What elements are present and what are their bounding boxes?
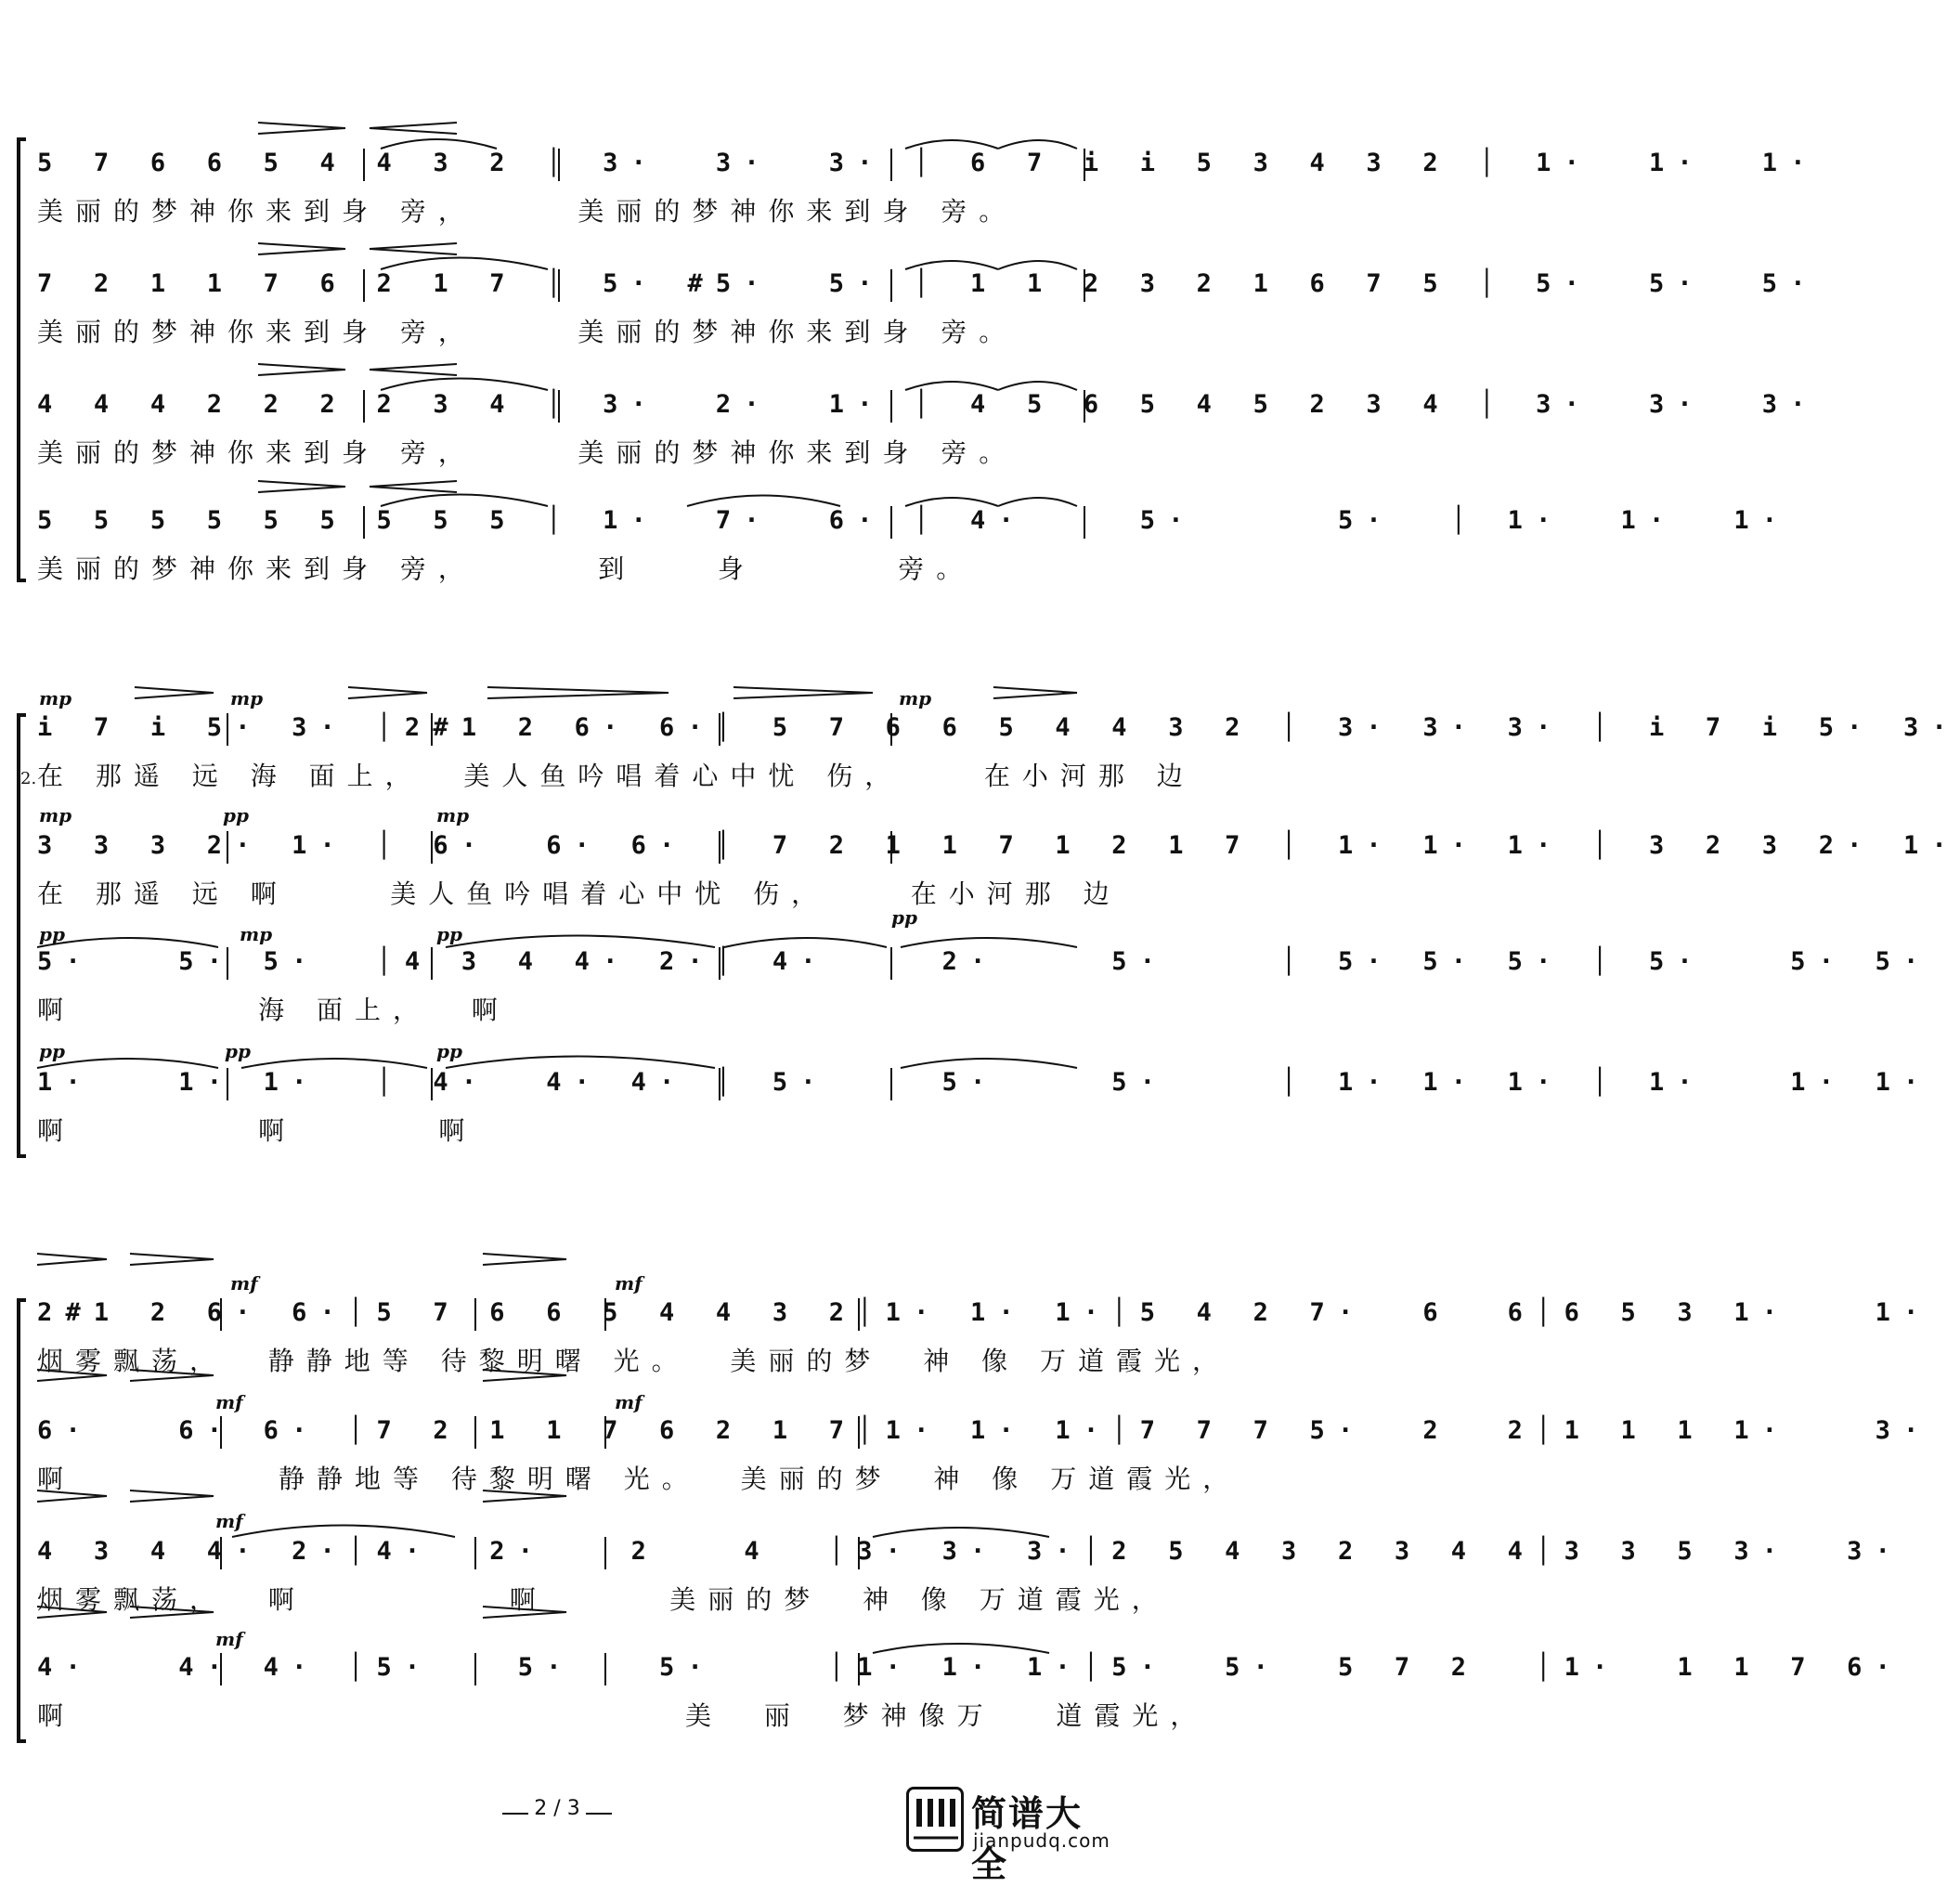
piano-icon xyxy=(906,1787,964,1852)
logo-url: jianpudq.com xyxy=(973,1829,1110,1852)
system-bracket xyxy=(19,139,26,1741)
dynamic-mark: mp xyxy=(899,687,932,709)
lyric-line: 美丽的梦神你来到身 旁， 美丽的梦神你来到身 旁。 xyxy=(37,317,1018,347)
notation-line: 4· 4· 4· │5· 5· 5· │1· 1· 1·│5· 5· 5 7 2 │1· 1 1 7 6· xyxy=(37,1653,1904,1682)
notation-line: 5 7 6 6 5 4 4 3 2 │ 3· 3· 3· │ 6 7 i i 5 3 4 3 2 │ 1· 1· 1· xyxy=(37,149,1819,177)
notation-line: 5 5 5 5 5 5 5 5 5 │ 1· 7· 6· │ 4· 5· 5· │ 1· 1· 1· xyxy=(37,506,1791,535)
dynamic-mark: mp xyxy=(39,804,72,826)
notation-line: 7 2 1 1 7 6 2 1 7 │ 5· #5· 5· │ 1 1 2 3 2 1 6 7 5 │ 5· 5· 5· xyxy=(37,269,1819,298)
lyric-line: 啊 美 丽 梦神像万 道霞光， xyxy=(37,1700,1209,1731)
notation-line: 4 4 4 2 2 2 2 3 4 │ 3· 2· 1· │ 4 5 6 5 4 5 2 3 4 │ 3· 3· 3· xyxy=(37,390,1819,419)
page-number: 2 / 3 xyxy=(0,1797,1114,1820)
notation-line: i 7 i 5· 3· │2#1 2 6· 6·│ 5 7 6 6 5 4 4 3 2 │ 3· 3· 3· │ i 7 i 5· 3· xyxy=(37,713,1960,742)
lyric-line: 在 那遥 远 海 面上， 美人鱼吟唱着心中忧 伤， 在小河那 边 xyxy=(37,761,1195,791)
dynamic-mark: mp xyxy=(39,687,72,709)
logo-title: 简谱大全 xyxy=(971,1793,1084,1885)
dynamic-mark: pp xyxy=(436,923,462,945)
dynamic-mark: pp xyxy=(891,906,917,929)
dynamic-mark: pp xyxy=(436,1040,462,1062)
dynamic-mark: mp xyxy=(230,687,264,709)
dynamic-mark: mf xyxy=(615,1272,643,1295)
dynamic-mark: mf xyxy=(215,1391,243,1413)
dynamic-mark: pp xyxy=(225,1040,251,1062)
site-logo xyxy=(906,1783,1110,1885)
lyric-line: 美丽的梦神你来到身 旁， 美丽的梦神你来到身 旁。 xyxy=(37,196,1018,227)
notation-line: 2#1 2 6· 6·│5 7 6 6 5 4 4 3 2│1· 1· 1·│5 4 2 7· 6 6│6 5 3 1· 1· xyxy=(37,1298,1932,1327)
dynamic-mark: mf xyxy=(615,1391,643,1413)
dynamic-mark: mf xyxy=(215,1510,243,1532)
notation-line: 6· 6· 6· │7 2 1 1 7 6 2 1 7│1· 1· 1·│7 7 7 5· 2 2│1 1 1 1· 3· xyxy=(37,1416,1932,1445)
dynamic-mark: pp xyxy=(223,804,249,826)
lyric-line: 烟雾飘荡， 啊 啊 美丽的梦 神 像 万道霞光， xyxy=(37,1584,1170,1615)
lyric-line: 啊 静静地等 待黎明曙 光。 美丽的梦 神 像 万道霞光， xyxy=(37,1464,1241,1494)
lyric-line: 啊 啊 啊 xyxy=(37,1115,477,1146)
dynamic-mark: mp xyxy=(436,804,470,826)
notation-line: 1· 1· 1· │ 4· 4· 4· │ 5· 5· 5· │ 1· 1· 1· │ 1· 1· 1· xyxy=(37,1068,1932,1097)
lyric-line: 啊 海 面上， 啊 xyxy=(37,995,510,1025)
lyric-line: 美丽的梦神你来到身 旁， 到 身 旁。 xyxy=(37,553,975,584)
lyric-line: 烟雾飘荡， 静静地等 待黎明曙 光。 美丽的梦 神 像 万道霞光， xyxy=(37,1346,1231,1376)
dynamic-mark: pp xyxy=(39,1040,65,1062)
notation-line: 5· 5· 5· │4 3 4 4· 2·│ 4· 2· 5· │ 5· 5· 5· │ 5· 5· 5· xyxy=(37,947,1932,976)
lyric-line: 在 那遥 远 啊 美人鱼吟唱着心中忧 伤， 在小河那 边 xyxy=(37,878,1122,909)
volta-mark: 2. xyxy=(20,769,37,788)
notation-line: 3 3 3 2· 1· │ 6· 6· 6· │ 7 2 1 1 7 1 2 1 7 │ 1· 1· 1· │ 3 2 3 2· 1· xyxy=(37,831,1960,860)
dynamic-mark: mp xyxy=(240,923,273,945)
lyric-line: 美丽的梦神你来到身 旁， 美丽的梦神你来到身 旁。 xyxy=(37,437,1018,468)
dynamic-mark: pp xyxy=(39,923,65,945)
notation-line: 4 3 4 4· 2·│4· 2· 2 4 │3· 3· 3·│2 5 4 3 2 3 4 4│3 3 5 3· 3· xyxy=(37,1537,1904,1566)
dynamic-mark: mf xyxy=(215,1628,243,1650)
barlines xyxy=(221,149,1084,1685)
dynamic-mark: mf xyxy=(230,1272,258,1295)
